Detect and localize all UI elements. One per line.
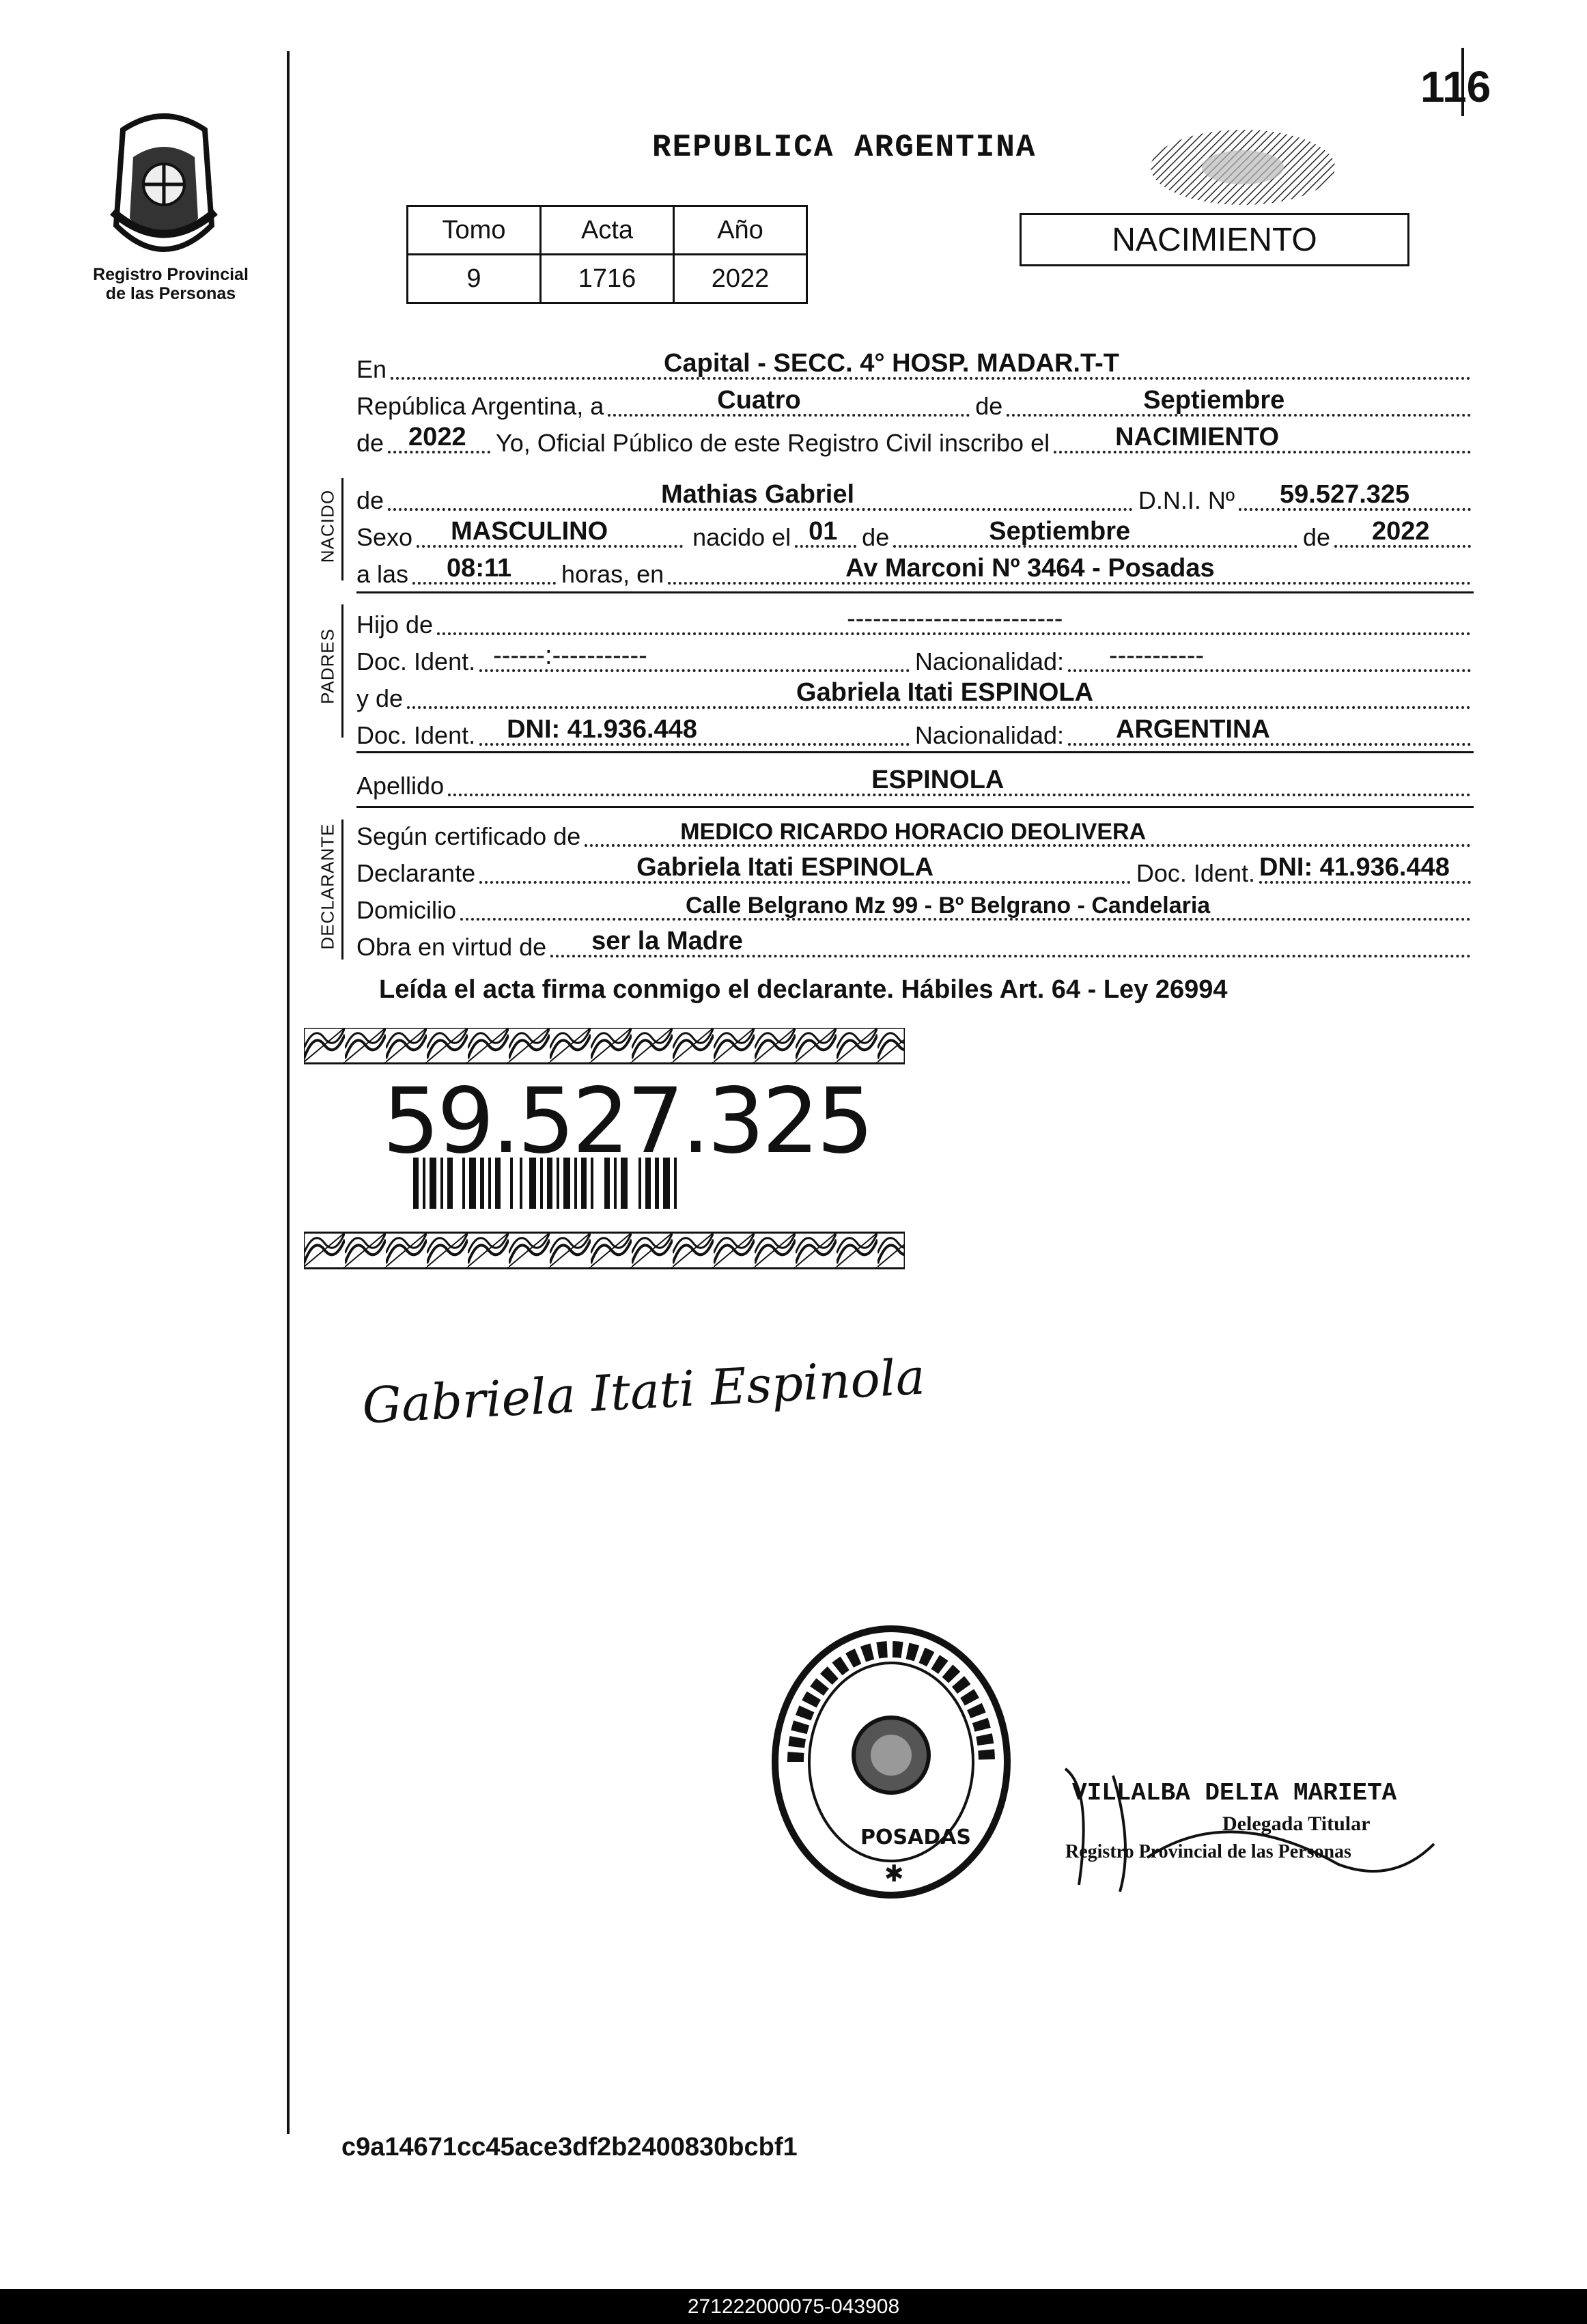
mes-value: Septiembre: [989, 517, 1131, 546]
apellido-value: ESPINOLA: [871, 766, 1005, 794]
declarant-signature: Gabriela Itati Espinola: [361, 1347, 927, 1435]
separator-padres: [356, 751, 1474, 753]
footer-code: 271222000075-043908: [687, 2295, 900, 2318]
madre-doc-value: DNI: 41.936.448: [507, 715, 697, 744]
mes-texto: Septiembre: [1143, 386, 1285, 415]
row-sexo: Sexo MASCULINO nacido el 01 de Septiembre de 2022: [356, 515, 1471, 552]
row-domicilio: Domicilio Calle Belgrano Mz 99 - Bº Belgrano - Candelaria: [356, 888, 1471, 925]
acta-value: 1716: [541, 255, 674, 303]
acta-header: Acta: [541, 206, 674, 255]
madre-value: Gabriela Itati ESPINOLA: [796, 678, 1094, 707]
padre-value: -------------------------: [847, 604, 1063, 633]
anio-value: 2022: [674, 255, 807, 303]
document-title: REPUBLICA ARGENTINA: [652, 130, 1037, 165]
hora-value: 08:11: [447, 554, 512, 583]
row-madre-doc: Doc. Ident. DNI: 41.936.448 Nacionalidad: ARGENTINA: [356, 713, 1471, 750]
domicilio-value: Calle Belgrano Mz 99 - Bº Belgrano - Candelaria: [686, 893, 1211, 919]
row-certificado: Según certificado de MEDICO RICARDO HORACIO DEOLIVERA: [356, 814, 1471, 851]
tipo-acta-box: NACIMIENTO: [1020, 213, 1409, 266]
svg-text:✱: ✱: [884, 1860, 904, 1888]
row-padre-doc: Doc. Ident. ------:----------- Nacionalidad: -----------: [356, 639, 1471, 676]
row-hijo-de: Hijo de -------------------------: [356, 602, 1471, 639]
dia-value: 01: [809, 517, 838, 546]
row-declarante: Declarante Gabriela Itati ESPINOLA Doc. Ident. DNI: 41.936.448: [356, 851, 1471, 888]
declarante-nombre: Gabriela Itati ESPINOLA: [636, 853, 934, 882]
svg-text:Delegada Titular: Delegada Titular: [1222, 1812, 1371, 1835]
province-coat-of-arms-logo: [96, 109, 232, 266]
security-stamp: [1147, 126, 1338, 208]
declarante-doc: DNI: 41.936.448: [1259, 853, 1450, 882]
dia-texto: Cuatro: [717, 386, 801, 415]
tomo-header: Tomo: [408, 206, 541, 255]
official-signature-stamp: [1052, 1762, 1461, 1899]
declarante-bracket: [341, 820, 343, 960]
inscripcion-value: NACIMIENTO: [1115, 423, 1280, 451]
registry-name: Registro Provincial de las Personas: [93, 265, 249, 303]
official-seal-stamp: [765, 1619, 1017, 1905]
padre-doc-value: ------:-----------: [493, 641, 647, 670]
row-hora: a las 08:11 horas, en Av Marconi Nº 3464 - Posadas: [356, 552, 1471, 589]
sexo-value: MASCULINO: [451, 517, 608, 546]
anio-header: Año: [674, 206, 807, 255]
row-nombre: de Mathias Gabriel D.N.I. Nº 59.527.325: [356, 478, 1471, 515]
barcode-number: 59.527.325: [382, 1069, 871, 1174]
dni-value: 59.527.325: [1280, 480, 1410, 509]
anio-nacimiento: 2022: [1372, 517, 1430, 546]
madre-nac-value: ARGENTINA: [1116, 715, 1270, 744]
footer-code-bar: [0, 2289, 1587, 2324]
nacido-bracket: [341, 478, 343, 580]
svg-text:Registro Provincial de las Per: Registro Provincial de las Personas: [1065, 1841, 1351, 1862]
row-fecha: República Argentina, a Cuatro de Septiembre: [356, 384, 1471, 421]
registro-table: [406, 205, 808, 304]
legal-text: Leída el acta firma conmigo el declarante. Hábiles Art. 64 - Ley 26994: [379, 975, 1228, 1004]
lugar-value: Capital - SECC. 4° HOSP. MADAR.T-T: [664, 349, 1119, 378]
anio-texto: 2022: [408, 423, 466, 451]
padres-bracket: [341, 604, 343, 738]
row-obra: Obra en virtud de ser la Madre: [356, 925, 1471, 962]
separator-nacido: [356, 591, 1474, 593]
tomo-value: 9: [408, 255, 541, 303]
obra-value: ser la Madre: [591, 927, 743, 955]
lugar-nacimiento: Av Marconi Nº 3464 - Posadas: [845, 554, 1215, 583]
document-hash: c9a14671cc45ace3df2b2400830bcbf1: [341, 2133, 798, 2161]
left-margin-line: [287, 51, 290, 2134]
padre-nac-value: -----------: [1109, 641, 1205, 670]
declarante-side-label: DECLARANTE: [317, 823, 338, 950]
padres-side-label: PADRES: [317, 628, 338, 704]
row-madre: y de Gabriela Itati ESPINOLA: [356, 676, 1471, 713]
certificado-value: MEDICO RICARDO HORACIO DEOLIVERA: [680, 819, 1147, 845]
svg-text:VILLALBA DELIA MARIETA: VILLALBA DELIA MARIETA: [1072, 1779, 1397, 1807]
row-inscripcion: de 2022 Yo, Oficial Público de este Registro Civil inscribo el NACIMIENTO: [356, 421, 1471, 458]
row-apellido: Apellido ESPINOLA: [356, 764, 1471, 800]
svg-text:POSADAS: POSADAS: [860, 1825, 972, 1849]
row-lugar: En Capital - SECC. 4° HOSP. MADAR.T-T: [356, 347, 1471, 384]
nombre-value: Mathias Gabriel: [661, 480, 855, 509]
nacido-side-label: NACIDO: [317, 489, 338, 563]
page-number: 116: [1420, 62, 1491, 111]
